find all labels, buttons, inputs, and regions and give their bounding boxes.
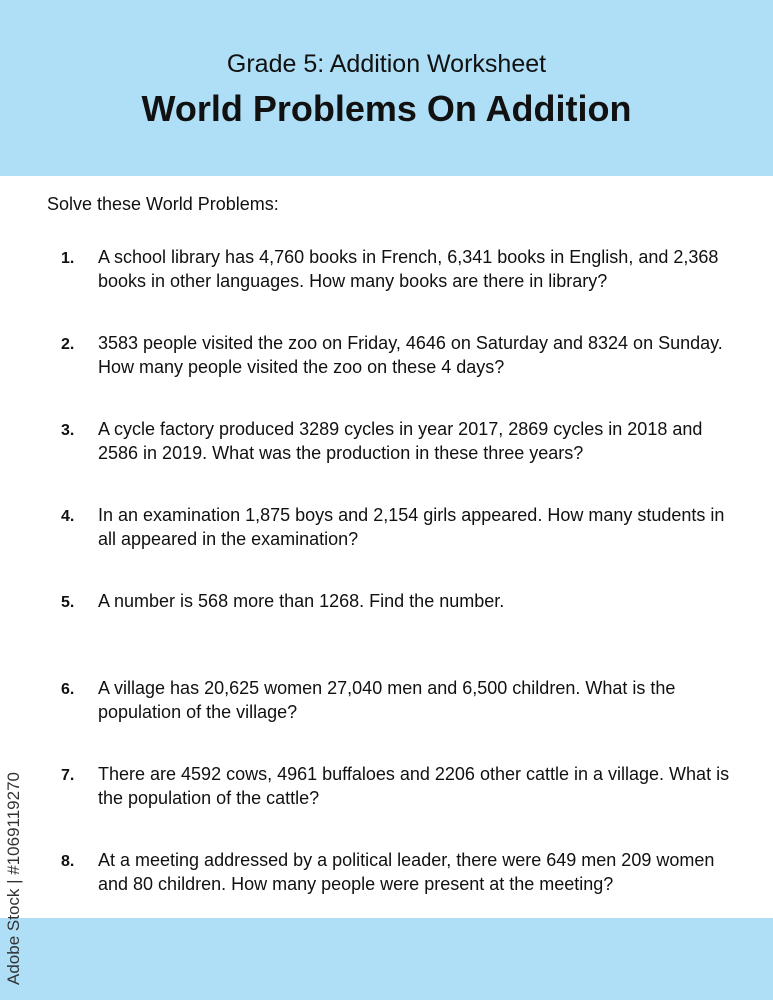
header-band bbox=[0, 0, 773, 176]
problem-number: 5. bbox=[61, 594, 75, 611]
problem-number: 4. bbox=[61, 508, 75, 525]
problem-number: 1. bbox=[61, 250, 75, 267]
problem-text: A cycle factory produced 3289 cycles in year 2017, 2869 cycles in 2018 and 2586 in 2019. What was the production in these three years? bbox=[98, 419, 703, 463]
problem-number: 6. bbox=[61, 681, 75, 698]
instructions: Solve these World Problems: bbox=[47, 194, 279, 214]
problem-text: A number is 568 more than 1268. Find the number. bbox=[98, 591, 505, 611]
problem-number: 8. bbox=[61, 853, 75, 870]
problem-text: At a meeting addressed by a political leader, there were 649 men 209 women and 80 children. How many people were present at the meeting? bbox=[98, 850, 715, 894]
footer-band bbox=[0, 918, 773, 1000]
worksheet-subtitle: Grade 5: Addition Worksheet bbox=[226, 50, 547, 78]
problem-number: 2. bbox=[61, 336, 75, 353]
worksheet-title: World Problems On Addition bbox=[141, 88, 632, 129]
problem-text: A school library has 4,760 books in French, 6,341 books in English, and 2,368 books in other languages. How many books are there in library? bbox=[98, 247, 719, 291]
problem-text: In an examination 1,875 boys and 2,154 girls appeared. How many students in all appeared in the examination? bbox=[98, 505, 725, 549]
problem-number: 3. bbox=[61, 422, 75, 439]
stock-watermark: Adobe Stock | #1069119270 bbox=[4, 772, 23, 985]
problem-text: 3583 people visited the zoo on Friday, 4646 on Saturday and 8324 on Sunday. How many people visited the zoo on these 4 days? bbox=[98, 333, 723, 377]
problem-text: There are 4592 cows, 4961 buffaloes and 2206 other cattle in a village. What is the population of the cattle? bbox=[98, 764, 730, 808]
problem-number: 7. bbox=[61, 767, 75, 784]
problem-text: A village has 20,625 women 27,040 men and 6,500 children. What is the population of the village? bbox=[98, 678, 676, 722]
